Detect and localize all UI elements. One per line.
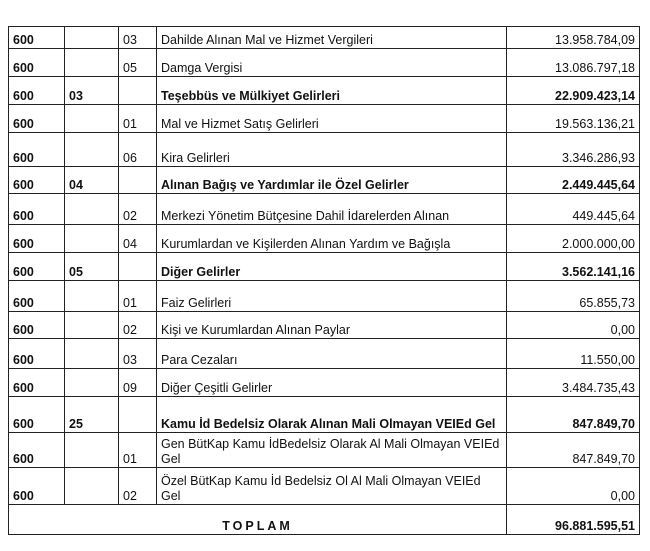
item-code: 05 (119, 49, 157, 77)
item-code: 02 (119, 312, 157, 339)
item-code (119, 77, 157, 105)
account-code: 600 (9, 225, 65, 253)
item-code: 01 (119, 433, 157, 468)
subgroup-code (65, 133, 119, 167)
item-code: 03 (119, 339, 157, 369)
item-code (119, 167, 157, 194)
account-code: 600 (9, 133, 65, 167)
revenue-label: Gen BütKap Kamu İdBedelsiz Olarak Al Mali Olmayan VEIEd Gel (157, 433, 507, 468)
revenue-amount: 13.958.784,09 (507, 27, 640, 49)
table-row (9, 253, 640, 281)
subgroup-code (65, 281, 119, 312)
revenue-amount: 847.849,70 (507, 397, 640, 433)
subgroup-code: 03 (65, 77, 119, 105)
subgroup-code: 04 (65, 167, 119, 194)
revenue-label: Para Cezaları (157, 339, 507, 369)
revenue-amount: 2.449.445,64 (507, 167, 640, 194)
item-code: 06 (119, 133, 157, 167)
item-code: 02 (119, 194, 157, 225)
account-code: 600 (9, 77, 65, 105)
subgroup-code: 05 (65, 253, 119, 281)
revenue-label: Kira Gelirleri (157, 133, 507, 167)
subgroup-code (65, 49, 119, 77)
subgroup-code (65, 369, 119, 397)
account-code: 600 (9, 281, 65, 312)
subgroup-code (65, 468, 119, 505)
table-row (9, 281, 640, 312)
table-row (9, 433, 640, 468)
table-row (9, 468, 640, 505)
table-row (9, 312, 640, 339)
total-amount: 96.881.595,51 (507, 505, 640, 535)
table-row (9, 225, 640, 253)
subgroup-code (65, 27, 119, 49)
revenue-label: Kurumlardan ve Kişilerden Alınan Yardım ve Bağışla (157, 225, 507, 253)
revenue-label: Faiz Gelirleri (157, 281, 507, 312)
subgroup-code (65, 105, 119, 133)
revenue-label: Damga Vergisi (157, 49, 507, 77)
revenue-label: Kişi ve Kurumlardan Alınan Paylar (157, 312, 507, 339)
table-row (9, 369, 640, 397)
revenue-label: Diğer Gelirler (157, 253, 507, 281)
revenue-table (8, 26, 640, 535)
revenue-label: Mal ve Hizmet Satış Gelirleri (157, 105, 507, 133)
table-row (9, 167, 640, 194)
table-row (9, 339, 640, 369)
item-code: 04 (119, 225, 157, 253)
account-code: 600 (9, 312, 65, 339)
account-code: 600 (9, 194, 65, 225)
total-row (9, 505, 640, 535)
subgroup-code (65, 194, 119, 225)
account-code: 600 (9, 167, 65, 194)
subgroup-code: 25 (65, 397, 119, 433)
account-code: 600 (9, 468, 65, 505)
table-row (9, 105, 640, 133)
account-code: 600 (9, 49, 65, 77)
revenue-amount: 449.445,64 (507, 194, 640, 225)
item-code: 03 (119, 27, 157, 49)
subgroup-code (65, 312, 119, 339)
revenue-amount: 3.562.141,16 (507, 253, 640, 281)
table-row (9, 133, 640, 167)
revenue-label: Özel BütKap Kamu İd Bedelsiz Ol Al Mali Olmayan VEIEd Gel (157, 468, 507, 505)
subgroup-code (65, 433, 119, 468)
account-code: 600 (9, 433, 65, 468)
item-code: 09 (119, 369, 157, 397)
account-code: 600 (9, 397, 65, 433)
revenue-amount: 0,00 (507, 312, 640, 339)
revenue-label: Alınan Bağış ve Yardımlar ile Özel Gelirler (157, 167, 507, 194)
item-code (119, 253, 157, 281)
revenue-amount: 11.550,00 (507, 339, 640, 369)
budget-sheet (8, 26, 640, 535)
account-code: 600 (9, 253, 65, 281)
subgroup-code (65, 339, 119, 369)
table-row (9, 397, 640, 433)
revenue-amount: 65.855,73 (507, 281, 640, 312)
revenue-amount: 13.086.797,18 (507, 49, 640, 77)
revenue-amount: 847.849,70 (507, 433, 640, 468)
revenue-label: Dahilde Alınan Mal ve Hizmet Vergileri (157, 27, 507, 49)
account-code: 600 (9, 339, 65, 369)
table-row (9, 77, 640, 105)
revenue-label: Diğer Çeşitli Gelirler (157, 369, 507, 397)
item-code: 01 (119, 105, 157, 133)
revenue-amount: 22.909.423,14 (507, 77, 640, 105)
revenue-amount: 0,00 (507, 468, 640, 505)
item-code (119, 397, 157, 433)
table-row (9, 194, 640, 225)
item-code: 02 (119, 468, 157, 505)
revenue-amount: 3.346.286,93 (507, 133, 640, 167)
revenue-amount: 3.484.735,43 (507, 369, 640, 397)
revenue-label: Teşebbüs ve Mülkiyet Gelirleri (157, 77, 507, 105)
total-label: TOPLAM (9, 505, 507, 535)
account-code: 600 (9, 27, 65, 49)
revenue-amount: 19.563.136,21 (507, 105, 640, 133)
revenue-label: Merkezi Yönetim Bütçesine Dahil İdarelerden Alınan (157, 194, 507, 225)
revenue-table-body (9, 27, 640, 505)
account-code: 600 (9, 369, 65, 397)
table-row (9, 27, 640, 49)
subgroup-code (65, 225, 119, 253)
table-row (9, 49, 640, 77)
revenue-label: Kamu İd Bedelsiz Olarak Alınan Mali Olmayan VEIEd Gel (157, 397, 507, 433)
item-code: 01 (119, 281, 157, 312)
account-code: 600 (9, 105, 65, 133)
revenue-amount: 2.000.000,00 (507, 225, 640, 253)
